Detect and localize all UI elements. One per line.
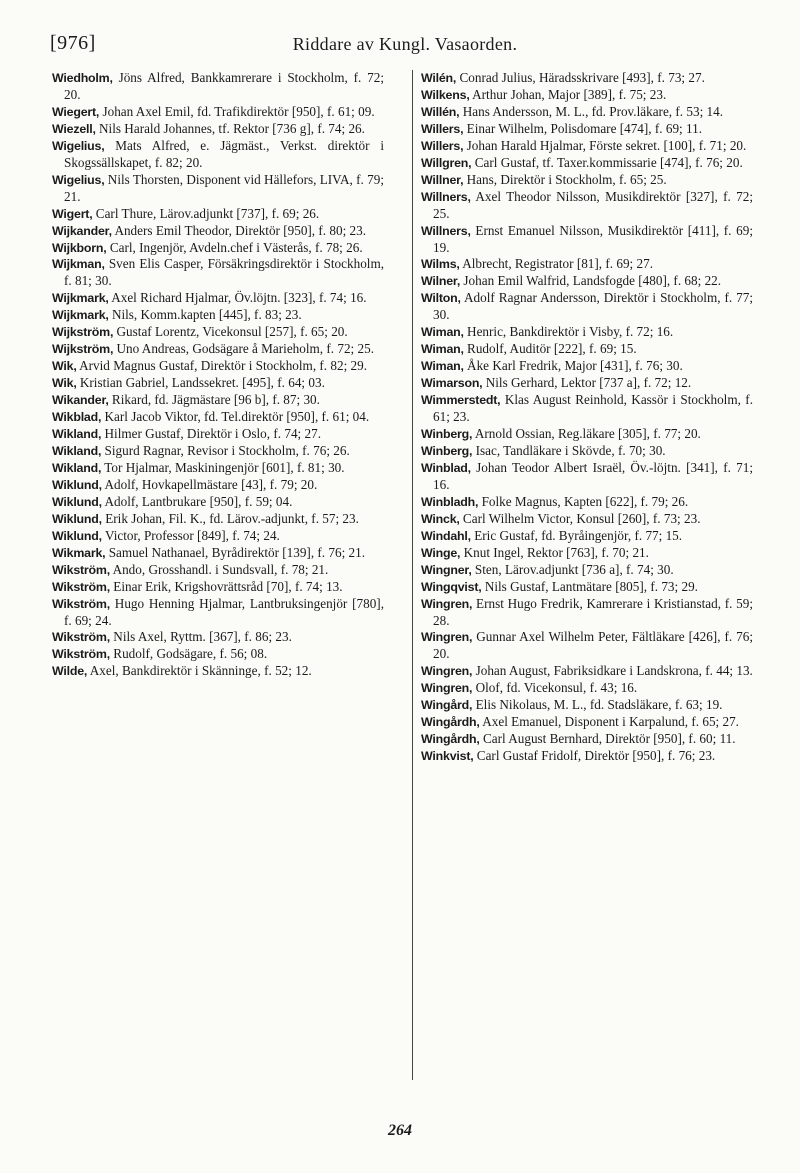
entry-text: Carl Wilhelm Victor, Konsul [260], f. 73; 23. [459, 510, 701, 526]
entry-text: Anders Emil Theodor, Direktör [950], f. 80; 23. [111, 222, 367, 238]
entry-text: Kristian Gabriel, Landssekret. [495], f. 64; 03. [76, 375, 325, 391]
entry-text: Samuel Nathanael, Byrådirektör [139], f. 76; 21. [105, 544, 366, 560]
entry-name: Willén, [421, 104, 460, 119]
entry-name: Wimarson, [421, 376, 483, 391]
entry [52, 494, 384, 511]
entry-text: Klas August Reinhold, Kassör i Stockholm, f. 61; 23. [433, 392, 753, 425]
entry [52, 392, 384, 409]
entry-name: Winkvist, [421, 749, 474, 764]
entry-text: Folke Magnus, Kapten [622], f. 79; 26. [478, 493, 689, 509]
entry-text: Elis Nikolaus, M. L., fd. Stadsläkare, f. 63; 19. [472, 697, 723, 713]
entry [421, 562, 753, 579]
entry-name: Wingren, [421, 596, 473, 611]
entry-text: Sigurd Ragnar, Revisor i Stockholm, f. 76; 26. [101, 442, 350, 458]
entry [52, 426, 384, 443]
entry-name: Wilton, [421, 291, 461, 306]
entry-text: Jöns Alfred, Bankkamrerare i Stockholm, f. 72; 20. [64, 70, 384, 102]
entry [52, 375, 384, 392]
entry-text: Adolf, Hovkapellmästare [43], f. 79; 20. [101, 476, 318, 492]
entry-text: Erik Johan, Fil. K., fd. Lärov.-adjunkt, f. 57; 23. [101, 510, 359, 526]
entry [421, 155, 753, 172]
entry [421, 460, 753, 494]
entry [52, 256, 384, 290]
entry-text: Ernst Hugo Fredrik, Kamrerare i Kristianstad, f. 59; 28. [433, 595, 753, 628]
entry-name: Wiman, [421, 359, 464, 374]
entry [421, 341, 753, 358]
entry [421, 189, 753, 223]
entry-name: Winblad, [421, 460, 471, 475]
entry [52, 307, 384, 324]
entry-text: Hilmer Gustaf, Direktör i Oslo, f. 74; 27. [101, 426, 321, 442]
entry-text: Nils Harald Johannes, tf. Rektor [736 g], f. 74; 26. [95, 120, 365, 136]
entry-text: Hans Andersson, M. L., fd. Prov.läkare, f. 53; 14. [459, 103, 724, 119]
entry-name: Wikander, [52, 393, 109, 408]
entry-name: Willner, [421, 172, 464, 187]
entry [52, 172, 384, 206]
entry-name: Wilén, [421, 71, 457, 85]
entry [421, 443, 753, 460]
entry [421, 511, 753, 528]
entry [52, 629, 384, 646]
entry-name: Wiklund, [52, 528, 102, 543]
entry-name: Willers, [421, 138, 464, 153]
entry-text: Johan August, Fabriksidkare i Landskrona, f. 44; 13. [472, 663, 753, 679]
entry-text: Johan Teodor Albert Israël, Öv.-löjtn. [341], f. 71; 16. [433, 459, 753, 492]
entry [421, 87, 753, 104]
entry [421, 714, 753, 731]
entry-name: Wijkström, [52, 325, 114, 340]
entry-text: Johan Axel Emil, fd. Trafikdirektör [950], f. 61; 09. [99, 103, 375, 119]
entry-name: Winck, [421, 511, 460, 526]
entry [421, 273, 753, 290]
entry-name: Wikström, [52, 579, 110, 594]
entry [52, 663, 384, 680]
entry [421, 392, 753, 426]
right-column [421, 70, 753, 765]
entry [421, 290, 753, 324]
entry-text: Knut Ingel, Rektor [763], f. 70; 21. [460, 544, 649, 560]
entry-name: Wikland, [52, 460, 102, 475]
entry-name: Wikström, [52, 562, 110, 577]
entry-text: Uno Andreas, Godsägare å Marieholm, f. 72; 25. [113, 341, 374, 357]
entry-text: Arnold Ossian, Reg.läkare [305], f. 77; 20. [472, 426, 701, 442]
entry-name: Wik, [52, 376, 77, 391]
entry [421, 748, 753, 765]
entry [52, 646, 384, 663]
entry-text: Gunnar Axel Wilhelm Peter, Fältläkare [426], f. 76; 20. [433, 629, 753, 662]
entry-text: Ernst Emanuel Nilsson, Musikdirektör [411], f. 69; 19. [433, 222, 753, 255]
entry [52, 358, 384, 375]
page-number-footer: 264 [388, 1122, 412, 1139]
entry-name: Wijkander, [52, 223, 112, 238]
entry-text: Conrad Julius, Häradsskrivare [493], f. 73; 27. [456, 70, 705, 85]
entry-text: Rudolf, Auditör [222], f. 69; 15. [463, 341, 637, 357]
entry-name: Wilde, [52, 664, 88, 679]
entry-name: Wikland, [52, 443, 102, 458]
entry-text: Adolf Ragnar Andersson, Direktör i Stockholm, f. 77; 30. [433, 290, 753, 323]
entry-name: Wiegert, [52, 104, 100, 119]
entry [421, 731, 753, 748]
entry-name: Winberg, [421, 443, 473, 458]
entry [52, 596, 384, 630]
entry-name: Willners, [421, 189, 471, 204]
entry-name: Willners, [421, 223, 471, 238]
page-number-header: [976] [50, 32, 96, 54]
entry [421, 629, 753, 663]
entry [421, 223, 753, 257]
entry-text: Carl August Bernhard, Direktör [950], f. 60; 11. [479, 731, 736, 747]
entry-name: Wiman, [421, 342, 464, 357]
entry-name: Wingård, [421, 698, 473, 713]
entry-name: Winberg, [421, 427, 473, 442]
entry [52, 545, 384, 562]
entry-text: Nils Gerhard, Lektor [737 a], f. 72; 12. [482, 375, 692, 391]
entry [52, 223, 384, 240]
entry-name: Wingren, [421, 664, 473, 679]
entry-text: Arvid Magnus Gustaf, Direktör i Stockholm, f. 82; 29. [76, 358, 368, 374]
entry [421, 256, 753, 273]
entry-name: Wijkman, [52, 257, 105, 272]
entry-name: Wigelius, [52, 172, 105, 187]
entry-name: Wijkborn, [52, 240, 107, 255]
entry-text: Johan Harald Hjalmar, Förste sekret. [100], f. 71; 20. [463, 137, 747, 153]
entry-text: Axel Emanuel, Disponent i Karpalund, f. 65; 27. [479, 714, 739, 730]
column-divider [412, 70, 413, 1080]
entry-name: Wikström, [52, 647, 110, 662]
entry [421, 494, 753, 511]
entry-text: Sven Elis Casper, Försäkringsdirektör i Stockholm, f. 81; 30. [64, 256, 384, 289]
entry-name: Wingårdh, [421, 715, 480, 730]
entry-name: Wijkmark, [52, 291, 109, 306]
entry [421, 663, 753, 680]
entry [52, 562, 384, 579]
entry-text: Eric Gustaf, fd. Byråingenjör, f. 77; 15. [470, 527, 683, 543]
entry-name: Willgren, [421, 155, 472, 170]
entry-name: Wingårdh, [421, 732, 480, 747]
entry [52, 240, 384, 257]
entry-name: Wingren, [421, 681, 473, 696]
entry-name: Wik, [52, 359, 77, 374]
entry [52, 579, 384, 596]
entry-text: Carl, Ingenjör, Avdeln.chef i Västerås, f. 78; 26. [106, 239, 363, 255]
entry-name: Winge, [421, 545, 461, 560]
entry [421, 579, 753, 596]
entry-name: Wikmark, [52, 545, 106, 560]
entry [52, 70, 384, 104]
entry-name: Wikström, [52, 630, 110, 645]
entry-text: Nils, Komm.kapten [445], f. 83; 23. [108, 307, 302, 323]
entry-text: Isac, Tandläkare i Skövde, f. 70; 30. [472, 442, 666, 458]
entry-name: Wilms, [421, 257, 460, 272]
entry [421, 697, 753, 714]
entry [52, 324, 384, 341]
entry-name: Wilner, [421, 274, 461, 289]
entry-text: Hugo Henning Hjalmar, Lantbruksingenjör [780], f. 69; 24. [64, 595, 384, 628]
entry [421, 680, 753, 697]
entry-text: Axel, Bankdirektör i Skänninge, f. 52; 12. [87, 663, 312, 679]
entry-text: Rikard, fd. Jägmästare [96 b], f. 87; 30. [108, 392, 320, 408]
entry-text: Einar Erik, Krigshovrättsråd [70], f. 74; 13. [110, 578, 343, 594]
entry [421, 545, 753, 562]
entry [52, 511, 384, 528]
entry-text: Einar Wilhelm, Polisdomare [474], f. 69; 11. [463, 120, 703, 136]
entry-text: Ando, Grosshandl. i Sundsvall, f. 78; 21. [110, 561, 329, 577]
entry [52, 341, 384, 358]
entry [52, 528, 384, 545]
entry-name: Wingren, [421, 630, 473, 645]
entry-text: Karl Jacob Viktor, fd. Tel.direktör [950], f. 61; 04. [101, 409, 370, 425]
left-column [52, 70, 384, 680]
entry-name: Wikblad, [52, 410, 102, 425]
entry [421, 375, 753, 392]
entry-text: Carl Thure, Lärov.adjunkt [737], f. 69; 26. [92, 205, 320, 221]
entry-text: Albrecht, Registrator [81], f. 69; 27. [459, 256, 654, 272]
entry-text: Axel Richard Hjalmar, Öv.löjtn. [323], f. 74; 16. [108, 290, 367, 306]
entry-name: Wingqvist, [421, 579, 482, 594]
entry-text: Victor, Professor [849], f. 74; 24. [101, 527, 280, 543]
entry-name: Wijkström, [52, 342, 114, 357]
entry-name: Wigert, [52, 206, 93, 221]
entry [52, 477, 384, 494]
entry-text: Tor Hjalmar, Maskiningenjör [601], f. 81; 30. [101, 459, 345, 475]
entry [52, 104, 384, 121]
entry-text: Arthur Johan, Major [389], f. 75; 23. [469, 86, 667, 102]
entry-text: Hans, Direktör i Stockholm, f. 65; 25. [463, 171, 667, 187]
entry [52, 121, 384, 138]
entry-name: Windahl, [421, 528, 471, 543]
entry-text: Gustaf Lorentz, Vicekonsul [257], f. 65; 20. [113, 324, 348, 340]
entry-text: Olof, fd. Vicekonsul, f. 43; 16. [472, 680, 638, 696]
entry [52, 460, 384, 477]
entry [421, 324, 753, 341]
entry-name: Wigelius, [52, 138, 105, 153]
entry [52, 409, 384, 426]
entry-name: Wikström, [52, 596, 110, 611]
entry [52, 138, 384, 172]
entry [52, 443, 384, 460]
entry [421, 138, 753, 155]
entry-name: Wiedholm, [52, 71, 113, 85]
entry-name: Wilkens, [421, 87, 470, 102]
entry-name: Wiezell, [52, 121, 96, 136]
page-header [50, 32, 760, 62]
entry-name: Willers, [421, 121, 464, 136]
entry-text: Sten, Lärov.adjunkt [736 a], f. 74; 30. [471, 561, 674, 577]
entry-text: Nils Thorsten, Disponent vid Hällefors, LIVA, f. 79; 21. [64, 171, 384, 204]
entry [421, 596, 753, 630]
entry-name: Wiklund, [52, 477, 102, 492]
entry-text: Mats Alfred, e. Jägmäst., Verkst. direktör i Skogssällskapet, f. 82; 20. [64, 137, 384, 170]
entry-text: Carl Gustaf, tf. Taxer.kommissarie [474], f. 76; 20. [471, 154, 743, 170]
entry-text: Carl Gustaf Fridolf, Direktör [950], f. 76; 23. [473, 748, 716, 764]
entry-text: Åke Karl Fredrik, Major [431], f. 76; 30. [463, 358, 683, 374]
entry [421, 121, 753, 138]
entry-name: Wiman, [421, 325, 464, 340]
entry-text: Nils Gustaf, Lantmätare [805], f. 73; 29. [481, 578, 698, 594]
entry [421, 426, 753, 443]
entry [421, 358, 753, 375]
entry-text: Henric, Bankdirektör i Visby, f. 72; 16. [463, 324, 674, 340]
entry-text: Johan Emil Walfrid, Landsfogde [480], f. 68; 22. [460, 273, 722, 289]
entry-name: Wijkmark, [52, 308, 109, 323]
entry-name: Winbladh, [421, 494, 479, 509]
entry-name: Wingner, [421, 562, 472, 577]
running-title: Riddare av Kungl. Vasaorden. [292, 34, 518, 54]
entry [421, 104, 753, 121]
entry-text: Axel Theodor Nilsson, Musikdirektör [327], f. 72; 25. [433, 188, 753, 221]
entry-name: Wimmerstedt, [421, 393, 501, 408]
entry-name: Wikland, [52, 427, 102, 442]
entry [421, 528, 753, 545]
entry [52, 290, 384, 307]
entry-text: Adolf, Lantbrukare [950], f. 59; 04. [101, 493, 293, 509]
entry [421, 70, 753, 87]
entry [52, 206, 384, 223]
entry-text: Rudolf, Godsägare, f. 56; 08. [110, 646, 268, 662]
entry-name: Wiklund, [52, 511, 102, 526]
entry [421, 172, 753, 189]
entry-text: Nils Axel, Ryttm. [367], f. 86; 23. [110, 629, 292, 645]
entry-name: Wiklund, [52, 494, 102, 509]
